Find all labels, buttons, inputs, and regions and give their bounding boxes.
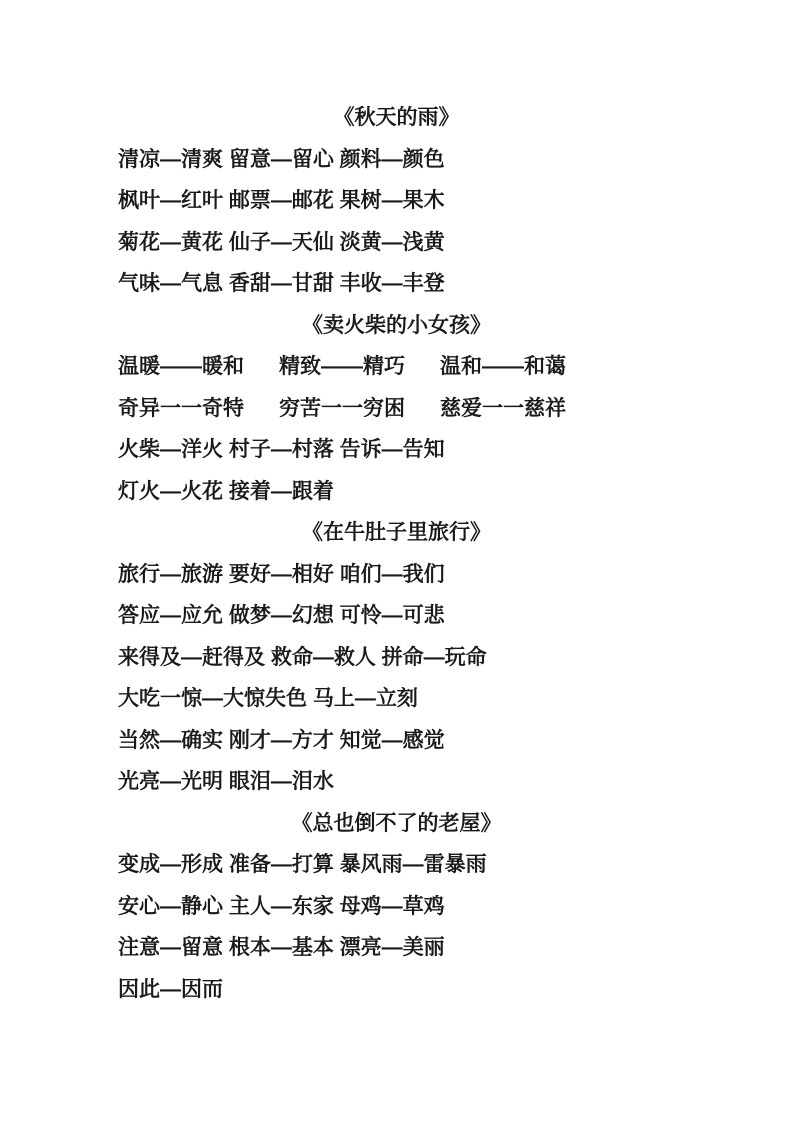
section-title-zainiuduzililvxing: 《在牛肚子里旅行》 xyxy=(302,521,491,544)
synonym-line: 奇异一一奇特 穷苦一一穷困 慈爱一一慈祥 xyxy=(118,396,567,420)
synonym-line: 菊花—黄花 仙子—天仙 淡黄—浅黄 xyxy=(118,230,445,254)
synonym-line: 大吃一惊—大惊失色 马上—立刻 xyxy=(118,687,418,710)
synonym-line: 枫叶—红叶 邮票—邮花 果树—果木 xyxy=(118,189,445,212)
synonym-line: 答应—应允 做梦—幻想 可怜—可悲 xyxy=(118,604,445,627)
section-title-maihuochaidexiaonvhai: 《卖火柴的小女孩》 xyxy=(302,313,491,337)
synonym-line: 温暖——暖和 精致——精巧 温和——和蔼 xyxy=(118,355,567,378)
section-title-qiutiandeyu: 《秋天的雨》 xyxy=(333,106,460,129)
synonym-line: 灯火—火花 接着—跟着 xyxy=(118,479,334,503)
synonym-line: 变成—形成 准备—打算 暴风雨—雷暴雨 xyxy=(118,853,487,876)
synonym-line: 光亮—光明 眼泪—泪水 xyxy=(118,770,334,793)
synonym-line: 安心—静心 主人—东家 母鸡—草鸡 xyxy=(118,894,445,918)
section-title-zongyedaobuliaodelaowu: 《总也倒不了的老屋》 xyxy=(291,811,502,835)
synonym-line: 来得及—赶得及 救命—救人 拼命—玩命 xyxy=(118,645,487,669)
synonym-line: 因此—因而 xyxy=(118,977,223,1001)
synonym-line: 当然—确实 刚才—方才 知觉—感觉 xyxy=(118,728,445,752)
synonym-line: 旅行—旅游 要好—相好 咱们—我们 xyxy=(118,562,445,586)
synonym-line: 气味—气息 香甜—甘甜 丰收—丰登 xyxy=(118,272,445,295)
synonym-line: 清凉—清爽 留意—留心 颜料—颜色 xyxy=(118,147,445,171)
synonym-line: 注意—留意 根本—基本 漂亮—美丽 xyxy=(118,936,445,959)
synonym-line: 火柴—洋火 村子—村落 告诉—告知 xyxy=(118,438,445,461)
